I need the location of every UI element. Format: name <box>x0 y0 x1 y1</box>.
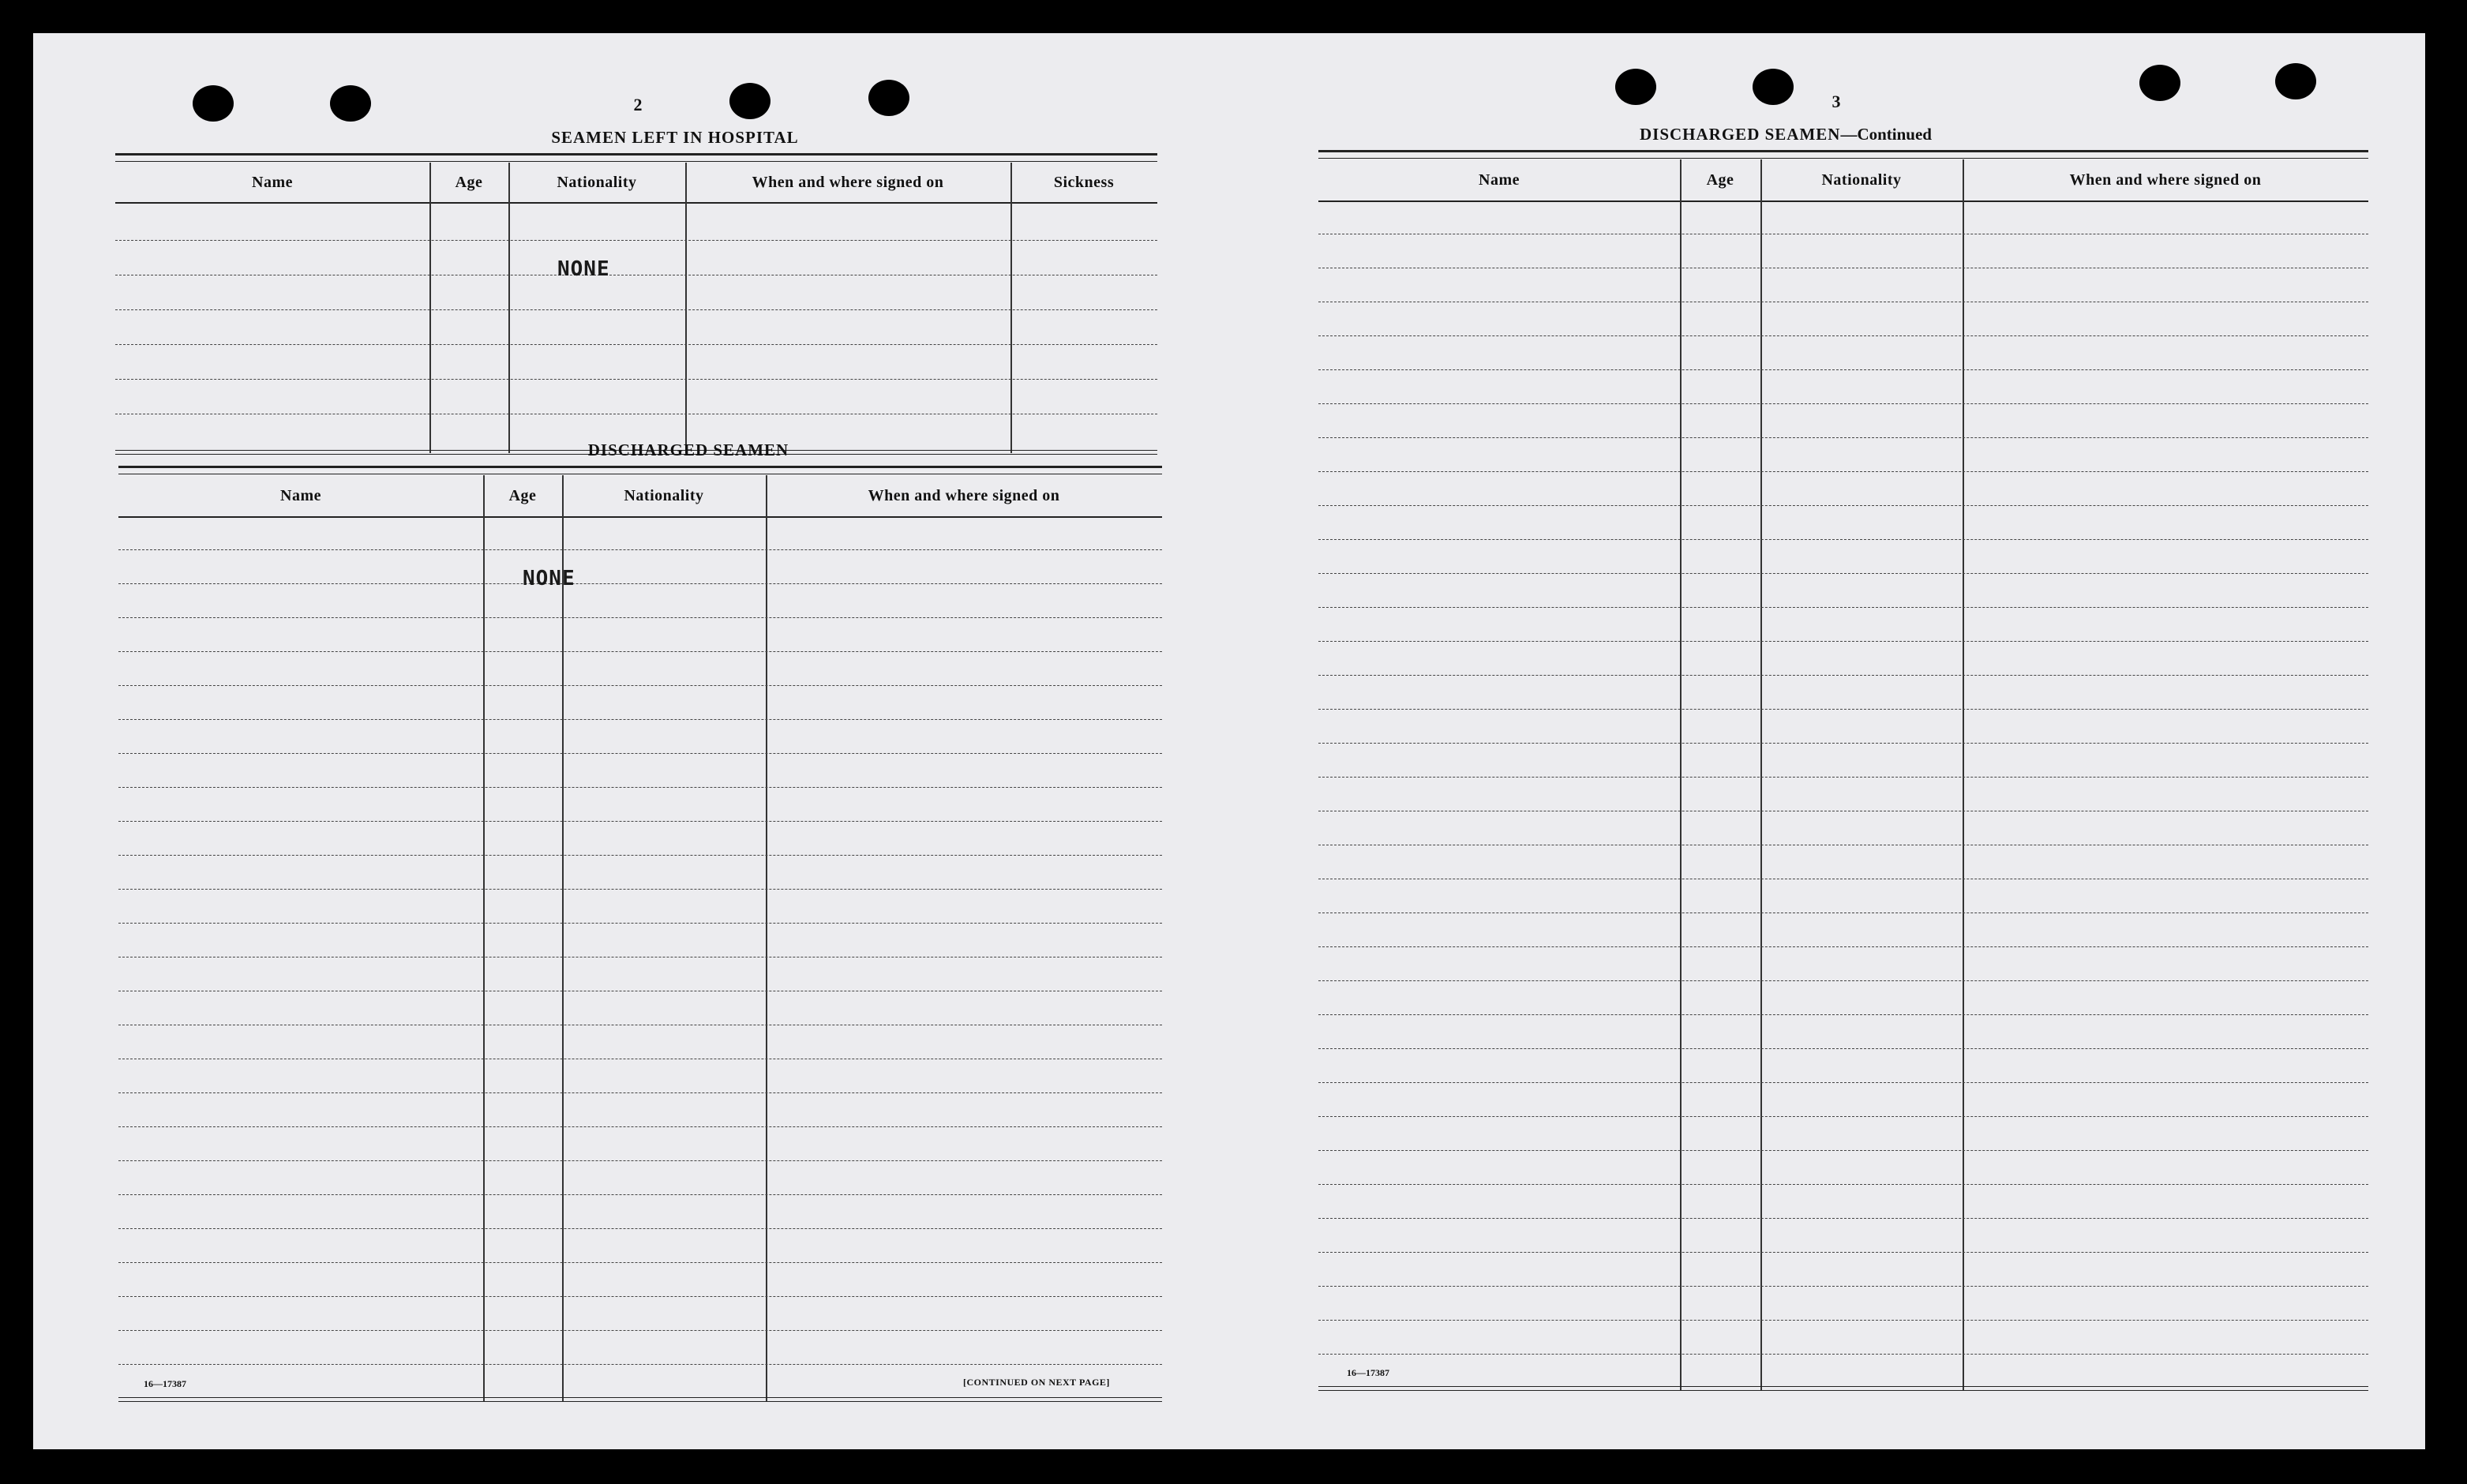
table-row <box>118 1228 1162 1229</box>
table-row <box>1318 539 2368 540</box>
punch-hole <box>1753 69 1794 105</box>
table-row <box>118 1262 1162 1263</box>
table-top-rule <box>115 153 1157 162</box>
table-top-rule <box>1318 150 2368 159</box>
table-header-row <box>115 163 1157 204</box>
column-header-name: Name <box>252 173 293 191</box>
column-divider <box>429 163 431 453</box>
table-row <box>1318 403 2368 404</box>
table-row <box>118 1092 1162 1093</box>
table-row <box>118 923 1162 924</box>
form-code-right: 16—17387 <box>1347 1367 1389 1378</box>
table-row <box>1318 1354 2368 1355</box>
column-header-nationality: Nationality <box>557 173 637 191</box>
table-row <box>118 617 1162 618</box>
table-row <box>115 344 1157 345</box>
table-row <box>1318 1082 2368 1083</box>
table-header-row <box>118 475 1162 518</box>
table-row <box>1318 641 2368 642</box>
page-number-left: 2 <box>633 95 643 114</box>
table-row <box>1318 946 2368 947</box>
typed-entry-none: NONE <box>523 567 576 590</box>
table-row <box>118 821 1162 822</box>
column-header-nationality: Nationality <box>1821 171 1902 189</box>
table-bottom-rule <box>1318 1386 2368 1391</box>
table-row <box>1318 1252 2368 1253</box>
discharged-continued-table <box>1318 150 2368 1394</box>
punch-hole <box>193 85 234 122</box>
discharged-section-title: DISCHARGED SEAMEN <box>587 440 789 459</box>
punch-hole <box>1615 69 1656 105</box>
table-header-row <box>1318 159 2368 202</box>
table-row <box>118 719 1162 720</box>
ledger-sheet <box>33 33 2425 1449</box>
table-row <box>118 1330 1162 1331</box>
table-bottom-rule <box>118 1397 1162 1402</box>
table-row <box>1318 709 2368 710</box>
page-number-right: 3 <box>1832 92 1841 111</box>
column-header-signed-on: When and where signed on <box>868 486 1060 504</box>
table-row <box>118 787 1162 788</box>
table-row <box>118 753 1162 754</box>
table-row <box>1318 777 2368 778</box>
discharged-table <box>118 466 1162 1402</box>
table-row <box>115 309 1157 310</box>
table-row <box>1318 1150 2368 1151</box>
table-row <box>1318 1320 2368 1321</box>
column-header-nationality: Nationality <box>624 486 704 504</box>
table-row <box>118 1194 1162 1195</box>
column-divider <box>508 163 510 453</box>
column-divider <box>1010 163 1012 453</box>
table-row <box>1318 1286 2368 1287</box>
punch-hole <box>729 83 770 119</box>
column-header-name: Name <box>280 486 321 504</box>
column-header-age: Age <box>455 173 483 191</box>
column-header-age: Age <box>1706 171 1734 189</box>
table-row <box>1318 1048 2368 1049</box>
column-divider <box>1760 159 1762 1391</box>
column-header-name: Name <box>1479 171 1520 189</box>
table-row <box>1318 743 2368 744</box>
table-row <box>118 889 1162 890</box>
punch-hole <box>868 80 909 116</box>
discharged-continued-title-main: DISCHARGED SEAMEN <box>1640 125 1841 144</box>
table-row <box>1318 471 2368 472</box>
table-row <box>118 685 1162 686</box>
table-row <box>118 1160 1162 1161</box>
table-row <box>118 549 1162 550</box>
table-row <box>1318 335 2368 336</box>
discharged-continued-title-suffix: —Continued <box>1840 125 1932 144</box>
table-row <box>115 379 1157 380</box>
table-row <box>1318 607 2368 608</box>
table-row <box>118 855 1162 856</box>
table-row <box>1318 505 2368 506</box>
punch-hole <box>2139 65 2180 101</box>
hospital-table <box>115 153 1157 455</box>
table-row <box>118 583 1162 584</box>
table-row <box>118 1364 1162 1365</box>
table-row <box>1318 1014 2368 1015</box>
table-row <box>1318 1184 2368 1185</box>
table-row <box>1318 675 2368 676</box>
table-row <box>1318 573 2368 574</box>
table-row <box>1318 1116 2368 1117</box>
column-header-signed-on: When and where signed on <box>2069 171 2262 189</box>
table-row <box>1318 1218 2368 1219</box>
punch-hole <box>330 85 371 122</box>
table-top-rule <box>118 466 1162 474</box>
table-row <box>1318 980 2368 981</box>
column-header-sickness: Sickness <box>1053 173 1115 191</box>
table-row <box>118 651 1162 652</box>
column-header-age: Age <box>508 486 537 504</box>
table-row <box>1318 369 2368 370</box>
discharged-continued-title <box>1588 125 1983 144</box>
table-row <box>1318 437 2368 438</box>
column-divider <box>685 163 687 453</box>
hospital-section-title: SEAMEN LEFT IN HOSPITAL <box>551 128 799 147</box>
table-row <box>115 240 1157 241</box>
column-divider <box>1680 159 1682 1391</box>
table-row <box>118 1126 1162 1127</box>
column-header-signed-on: When and where signed on <box>752 173 944 191</box>
typed-entry-none: NONE <box>557 257 610 281</box>
column-divider <box>1963 159 1964 1391</box>
table-row <box>118 1296 1162 1297</box>
form-code-left: 16—17387 <box>144 1378 186 1389</box>
punch-hole <box>2275 63 2316 99</box>
continued-note: [CONTINUED ON NEXT PAGE] <box>963 1377 1110 1388</box>
